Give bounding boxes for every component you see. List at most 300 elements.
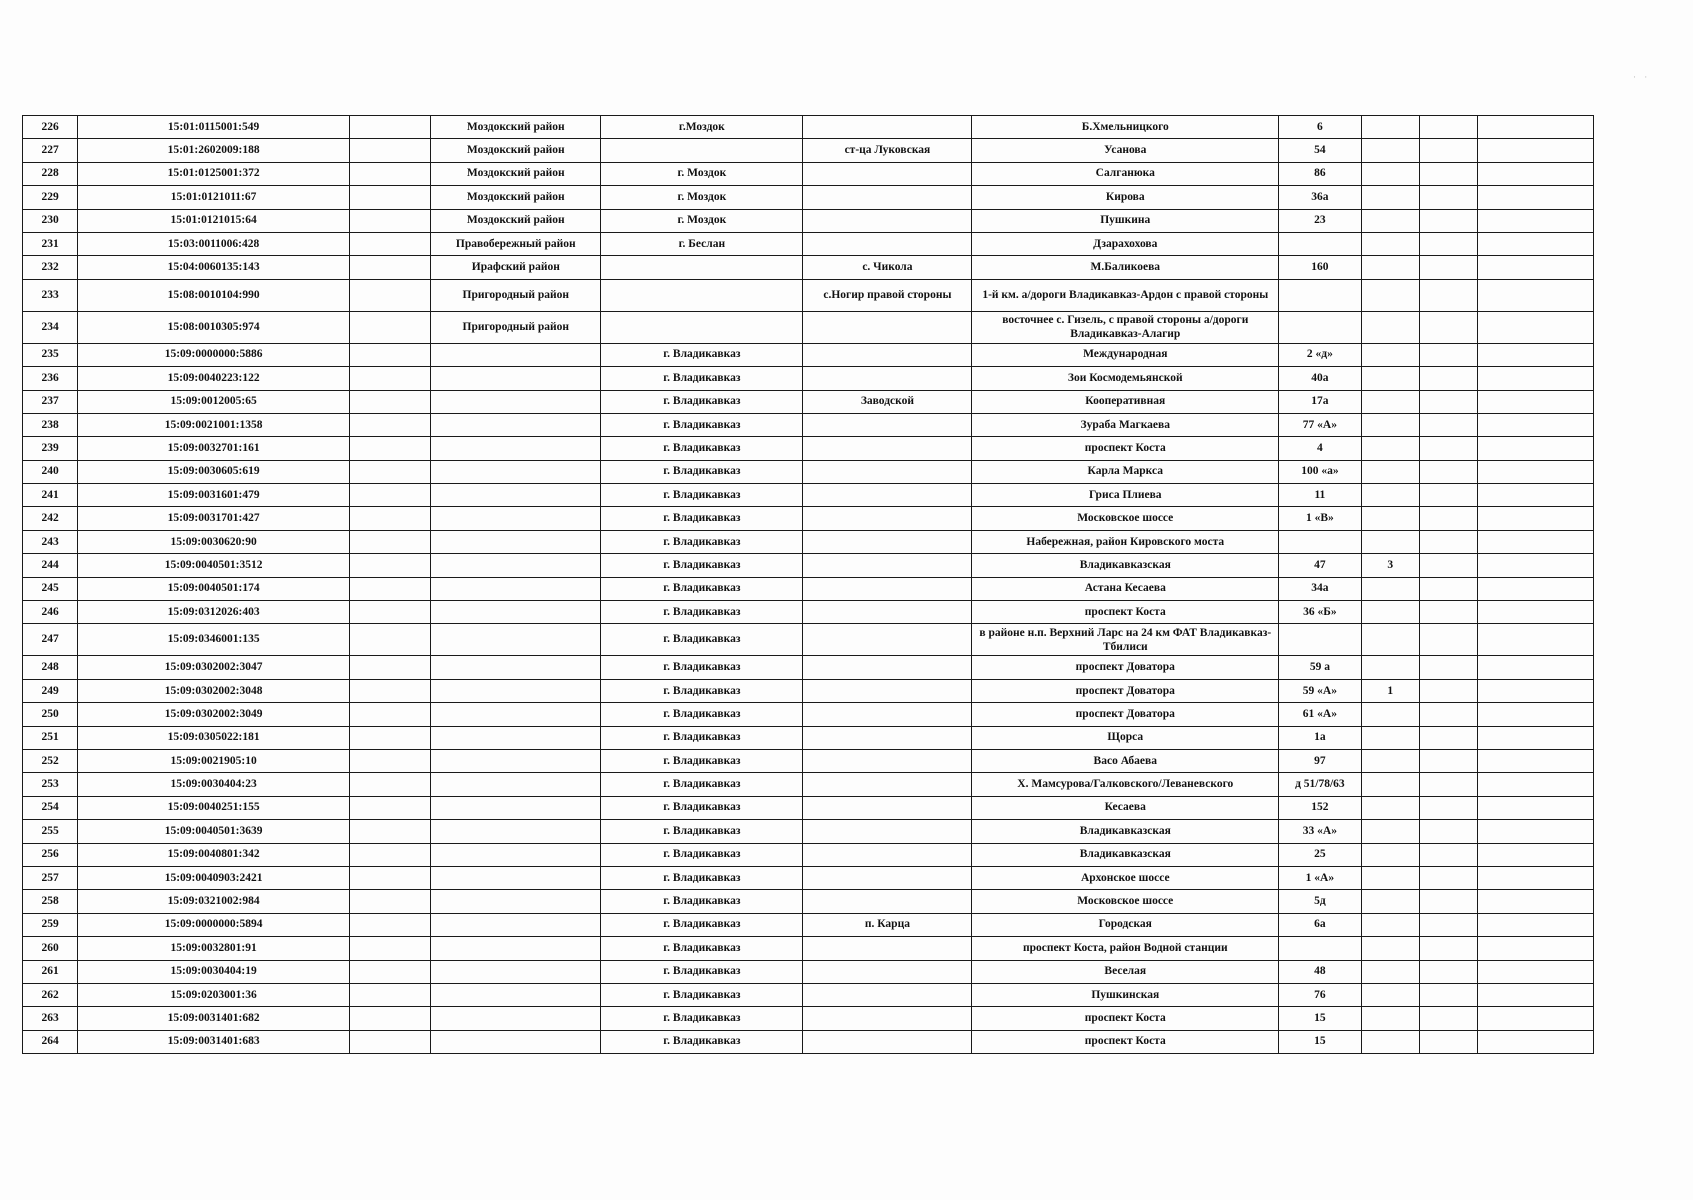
flat-number-cell [1419,186,1477,209]
extra-cell [1478,162,1594,185]
building-number-cell [1361,279,1419,311]
district-cell [431,960,601,983]
cadastral-number-cell: 15:09:0040501:3512 [78,554,350,577]
cadastral-number-cell: 15:01:2602009:188 [78,139,350,162]
house-number-cell: 40а [1279,367,1361,390]
street-cell: Астана Кесаева [972,577,1279,600]
house-number-cell: 33 «А» [1279,820,1361,843]
cadastral-number-cell: 15:09:0203001:36 [78,983,350,1006]
empty-cell [349,749,430,772]
flat-number-cell [1419,554,1477,577]
street-cell: Владикавказская [972,554,1279,577]
extra-cell [1478,232,1594,255]
extra-cell [1478,937,1594,960]
house-number-cell: 36 «Б» [1279,601,1361,624]
empty-cell [349,656,430,679]
settlement-cell [803,116,972,139]
row-number-cell: 261 [23,960,78,983]
empty-cell [349,577,430,600]
district-cell [431,703,601,726]
city-cell: г. Беслан [601,232,803,255]
empty-cell [349,530,430,553]
extra-cell [1478,749,1594,772]
building-number-cell [1361,656,1419,679]
district-cell [431,437,601,460]
street-cell: Кирова [972,186,1279,209]
table-row [23,749,1594,772]
empty-cell [349,460,430,483]
street-cell: Московское шоссе [972,890,1279,913]
empty-cell [349,390,430,413]
cadastral-number-cell: 15:01:0125001:372 [78,162,350,185]
extra-cell [1478,866,1594,889]
extra-cell [1478,530,1594,553]
empty-cell [349,773,430,796]
registry-table [22,115,1594,1054]
settlement-cell [803,890,972,913]
district-cell [431,913,601,936]
building-number-cell [1361,116,1419,139]
cadastral-number-cell: 15:09:0302002:3047 [78,656,350,679]
street-cell: М.Баликоева [972,256,1279,279]
empty-cell [349,843,430,866]
extra-cell [1478,1030,1594,1053]
row-number-cell: 241 [23,484,78,507]
row-number-cell: 252 [23,749,78,772]
extra-cell [1478,507,1594,530]
flat-number-cell [1419,843,1477,866]
settlement-cell [803,866,972,889]
flat-number-cell [1419,367,1477,390]
city-cell: г. Моздок [601,162,803,185]
house-number-cell: 4 [1279,437,1361,460]
empty-cell [349,311,430,343]
city-cell: г. Владикавказ [601,749,803,772]
house-number-cell: 160 [1279,256,1361,279]
city-cell [601,279,803,311]
street-cell: Архонское шоссе [972,866,1279,889]
flat-number-cell [1419,773,1477,796]
street-cell: Карла Маркса [972,460,1279,483]
district-cell [431,726,601,749]
row-number-cell: 243 [23,530,78,553]
cadastral-number-cell: 15:09:0040501:174 [78,577,350,600]
street-cell: Набережная, район Кировского моста [972,530,1279,553]
settlement-cell: ст-ца Луковская [803,139,972,162]
city-cell: г. Владикавказ [601,890,803,913]
settlement-cell [803,1030,972,1053]
empty-cell [349,554,430,577]
house-number-cell: 36а [1279,186,1361,209]
row-number-cell: 254 [23,796,78,819]
flat-number-cell [1419,139,1477,162]
house-number-cell [1279,279,1361,311]
cadastral-number-cell: 15:01:0115001:549 [78,116,350,139]
street-cell: проспект Коста, район Водной станции [972,937,1279,960]
flat-number-cell [1419,624,1477,656]
city-cell: г. Владикавказ [601,820,803,843]
house-number-cell: 86 [1279,162,1361,185]
street-cell: проспект Коста [972,601,1279,624]
house-number-cell: 59 «А» [1279,679,1361,702]
extra-cell [1478,1007,1594,1030]
street-cell: проспект Коста [972,437,1279,460]
extra-cell [1478,726,1594,749]
house-number-cell: 6а [1279,913,1361,936]
table-row [23,726,1594,749]
row-number-cell: 229 [23,186,78,209]
table-row [23,937,1594,960]
settlement-cell [803,367,972,390]
street-cell: проспект Доватора [972,656,1279,679]
building-number-cell [1361,890,1419,913]
district-cell [431,530,601,553]
cadastral-number-cell: 15:09:0031701:427 [78,507,350,530]
cadastral-number-cell: 15:09:0030620:90 [78,530,350,553]
table-row [23,209,1594,232]
extra-cell [1478,554,1594,577]
settlement-cell [803,162,972,185]
building-number-cell [1361,256,1419,279]
table-row [23,343,1594,366]
empty-cell [349,983,430,1006]
settlement-cell [803,484,972,507]
settlement-cell [803,413,972,436]
district-cell [431,554,601,577]
settlement-cell [803,507,972,530]
extra-cell [1478,390,1594,413]
cadastral-number-cell: 15:09:0030404:19 [78,960,350,983]
district-cell [431,507,601,530]
settlement-cell [803,186,972,209]
house-number-cell: 15 [1279,1030,1361,1053]
building-number-cell [1361,186,1419,209]
table-row [23,796,1594,819]
district-cell [431,367,601,390]
flat-number-cell [1419,437,1477,460]
settlement-cell [803,232,972,255]
extra-cell [1478,601,1594,624]
building-number-cell [1361,726,1419,749]
district-cell: Моздокский район [431,116,601,139]
empty-cell [349,890,430,913]
table-row [23,460,1594,483]
table-row [23,820,1594,843]
cadastral-number-cell: 15:09:0031601:479 [78,484,350,507]
settlement-cell [803,209,972,232]
extra-cell [1478,577,1594,600]
empty-cell [349,726,430,749]
flat-number-cell [1419,866,1477,889]
cadastral-number-cell: 15:09:0040223:122 [78,367,350,390]
city-cell: г. Владикавказ [601,460,803,483]
flat-number-cell [1419,703,1477,726]
cadastral-number-cell: 15:09:0030605:619 [78,460,350,483]
flat-number-cell [1419,796,1477,819]
empty-cell [349,866,430,889]
extra-cell [1478,679,1594,702]
district-cell [431,413,601,436]
table-row [23,484,1594,507]
table-row [23,577,1594,600]
house-number-cell: 2 «д» [1279,343,1361,366]
building-number-cell [1361,796,1419,819]
row-number-cell: 234 [23,311,78,343]
district-cell: Моздокский район [431,209,601,232]
cadastral-number-cell: 15:08:0010305:974 [78,311,350,343]
settlement-cell [803,679,972,702]
street-cell: Городская [972,913,1279,936]
city-cell: г. Моздок [601,186,803,209]
district-cell [431,820,601,843]
empty-cell [349,367,430,390]
table-row [23,279,1594,311]
row-number-cell: 264 [23,1030,78,1053]
extra-cell [1478,773,1594,796]
city-cell: г. Владикавказ [601,390,803,413]
building-number-cell [1361,232,1419,255]
empty-cell [349,796,430,819]
house-number-cell: 54 [1279,139,1361,162]
empty-cell [349,1030,430,1053]
row-number-cell: 233 [23,279,78,311]
city-cell: г. Владикавказ [601,507,803,530]
table-row [23,1007,1594,1030]
table-row [23,960,1594,983]
row-number-cell: 259 [23,913,78,936]
city-cell: г. Владикавказ [601,601,803,624]
settlement-cell [803,937,972,960]
building-number-cell [1361,601,1419,624]
table-row [23,232,1594,255]
empty-cell [349,507,430,530]
cadastral-number-cell: 15:01:0121015:64 [78,209,350,232]
cadastral-number-cell: 15:09:0021001:1358 [78,413,350,436]
house-number-cell: 1 «А» [1279,866,1361,889]
house-number-cell [1279,937,1361,960]
table-row [23,866,1594,889]
flat-number-cell [1419,577,1477,600]
city-cell: г. Владикавказ [601,530,803,553]
building-number-cell [1361,1007,1419,1030]
house-number-cell: 152 [1279,796,1361,819]
flat-number-cell [1419,390,1477,413]
district-cell [431,773,601,796]
empty-cell [349,937,430,960]
building-number-cell [1361,749,1419,772]
settlement-cell: с. Чикола [803,256,972,279]
house-number-cell: 1 «В» [1279,507,1361,530]
flat-number-cell [1419,890,1477,913]
row-number-cell: 255 [23,820,78,843]
district-cell [431,1007,601,1030]
district-cell [431,624,601,656]
district-cell: Пригородный район [431,279,601,311]
district-cell [431,343,601,366]
empty-cell [349,413,430,436]
street-cell: Веселая [972,960,1279,983]
extra-cell [1478,139,1594,162]
city-cell: г. Владикавказ [601,413,803,436]
district-cell: Пригородный район [431,311,601,343]
row-number-cell: 258 [23,890,78,913]
street-cell: Салганюка [972,162,1279,185]
extra-cell [1478,343,1594,366]
table-row [23,554,1594,577]
street-cell: проспект Доватора [972,703,1279,726]
registry-body [23,116,1594,1054]
row-number-cell: 242 [23,507,78,530]
city-cell: г. Владикавказ [601,367,803,390]
building-number-cell [1361,843,1419,866]
house-number-cell: 6 [1279,116,1361,139]
table-row [23,367,1594,390]
extra-cell [1478,703,1594,726]
empty-cell [349,279,430,311]
flat-number-cell [1419,726,1477,749]
flat-number-cell [1419,983,1477,1006]
cadastral-number-cell: 15:09:0032801:91 [78,937,350,960]
street-cell: восточнее с. Гизель, с правой стороны а/дороги Владикавказ-Алагир [972,311,1279,343]
street-cell: проспект Доватора [972,679,1279,702]
cadastral-number-cell: 15:09:0031401:683 [78,1030,350,1053]
street-cell: в районе н.п. Верхний Ларс на 24 км ФАТ Владикавказ-Тбилиси [972,624,1279,656]
row-number-cell: 256 [23,843,78,866]
row-number-cell: 230 [23,209,78,232]
row-number-cell: 248 [23,656,78,679]
building-number-cell [1361,530,1419,553]
flat-number-cell [1419,749,1477,772]
district-cell [431,460,601,483]
settlement-cell [803,530,972,553]
cadastral-number-cell: 15:09:0021905:10 [78,749,350,772]
settlement-cell [803,601,972,624]
street-cell: Б.Хмельницкого [972,116,1279,139]
cadastral-number-cell: 15:03:0011006:428 [78,232,350,255]
row-number-cell: 250 [23,703,78,726]
city-cell: г. Владикавказ [601,866,803,889]
flat-number-cell [1419,937,1477,960]
house-number-cell: 25 [1279,843,1361,866]
flat-number-cell [1419,232,1477,255]
building-number-cell [1361,507,1419,530]
city-cell: г. Владикавказ [601,1030,803,1053]
building-number-cell [1361,367,1419,390]
flat-number-cell [1419,116,1477,139]
street-cell: Международная [972,343,1279,366]
row-number-cell: 262 [23,983,78,1006]
district-cell [431,577,601,600]
cadastral-number-cell: 15:09:0000000:5886 [78,343,350,366]
table-row [23,413,1594,436]
city-cell: г. Владикавказ [601,703,803,726]
flat-number-cell [1419,256,1477,279]
district-cell: Моздокский район [431,139,601,162]
building-number-cell [1361,209,1419,232]
empty-cell [349,209,430,232]
row-number-cell: 232 [23,256,78,279]
empty-cell [349,186,430,209]
city-cell: г. Владикавказ [601,679,803,702]
empty-cell [349,960,430,983]
table-row [23,1030,1594,1053]
district-cell [431,983,601,1006]
settlement-cell [803,820,972,843]
table-row [23,507,1594,530]
flat-number-cell [1419,279,1477,311]
house-number-cell: 100 «а» [1279,460,1361,483]
empty-cell [349,1007,430,1030]
table-row [23,983,1594,1006]
flat-number-cell [1419,530,1477,553]
cadastral-number-cell: 15:09:0346001:135 [78,624,350,656]
table-row [23,703,1594,726]
row-number-cell: 236 [23,367,78,390]
flat-number-cell [1419,960,1477,983]
house-number-cell: 48 [1279,960,1361,983]
city-cell: г. Владикавказ [601,843,803,866]
building-number-cell [1361,937,1419,960]
settlement-cell [803,554,972,577]
cadastral-number-cell: 15:09:0312026:403 [78,601,350,624]
street-cell: 1-й км. а/дороги Владикавказ-Ардон с правой стороны [972,279,1279,311]
city-cell: г. Владикавказ [601,484,803,507]
district-cell [431,679,601,702]
extra-cell [1478,624,1594,656]
city-cell: г. Владикавказ [601,343,803,366]
settlement-cell [803,460,972,483]
building-number-cell [1361,162,1419,185]
building-number-cell [1361,139,1419,162]
table-row [23,601,1594,624]
house-number-cell [1279,232,1361,255]
street-cell: Зураба Магкаева [972,413,1279,436]
street-cell: проспект Коста [972,1007,1279,1030]
city-cell: г. Владикавказ [601,960,803,983]
building-number-cell [1361,820,1419,843]
house-number-cell: 77 «А» [1279,413,1361,436]
house-number-cell: 23 [1279,209,1361,232]
settlement-cell: п. Карца [803,913,972,936]
empty-cell [349,437,430,460]
house-number-cell: 34а [1279,577,1361,600]
building-number-cell [1361,311,1419,343]
house-number-cell: 61 «А» [1279,703,1361,726]
settlement-cell [803,983,972,1006]
settlement-cell [803,726,972,749]
flat-number-cell [1419,460,1477,483]
empty-cell [349,116,430,139]
cadastral-number-cell: 15:09:0321002:984 [78,890,350,913]
table-row [23,656,1594,679]
building-number-cell [1361,1030,1419,1053]
table-row [23,437,1594,460]
row-number-cell: 240 [23,460,78,483]
city-cell: г. Владикавказ [601,726,803,749]
empty-cell [349,820,430,843]
empty-cell [349,162,430,185]
table-row [23,679,1594,702]
extra-cell [1478,116,1594,139]
row-number-cell: 253 [23,773,78,796]
table-row [23,256,1594,279]
cadastral-number-cell: 15:09:0302002:3049 [78,703,350,726]
row-number-cell: 244 [23,554,78,577]
house-number-cell: 59 а [1279,656,1361,679]
table-row [23,311,1594,343]
city-cell [601,139,803,162]
district-cell [431,937,601,960]
